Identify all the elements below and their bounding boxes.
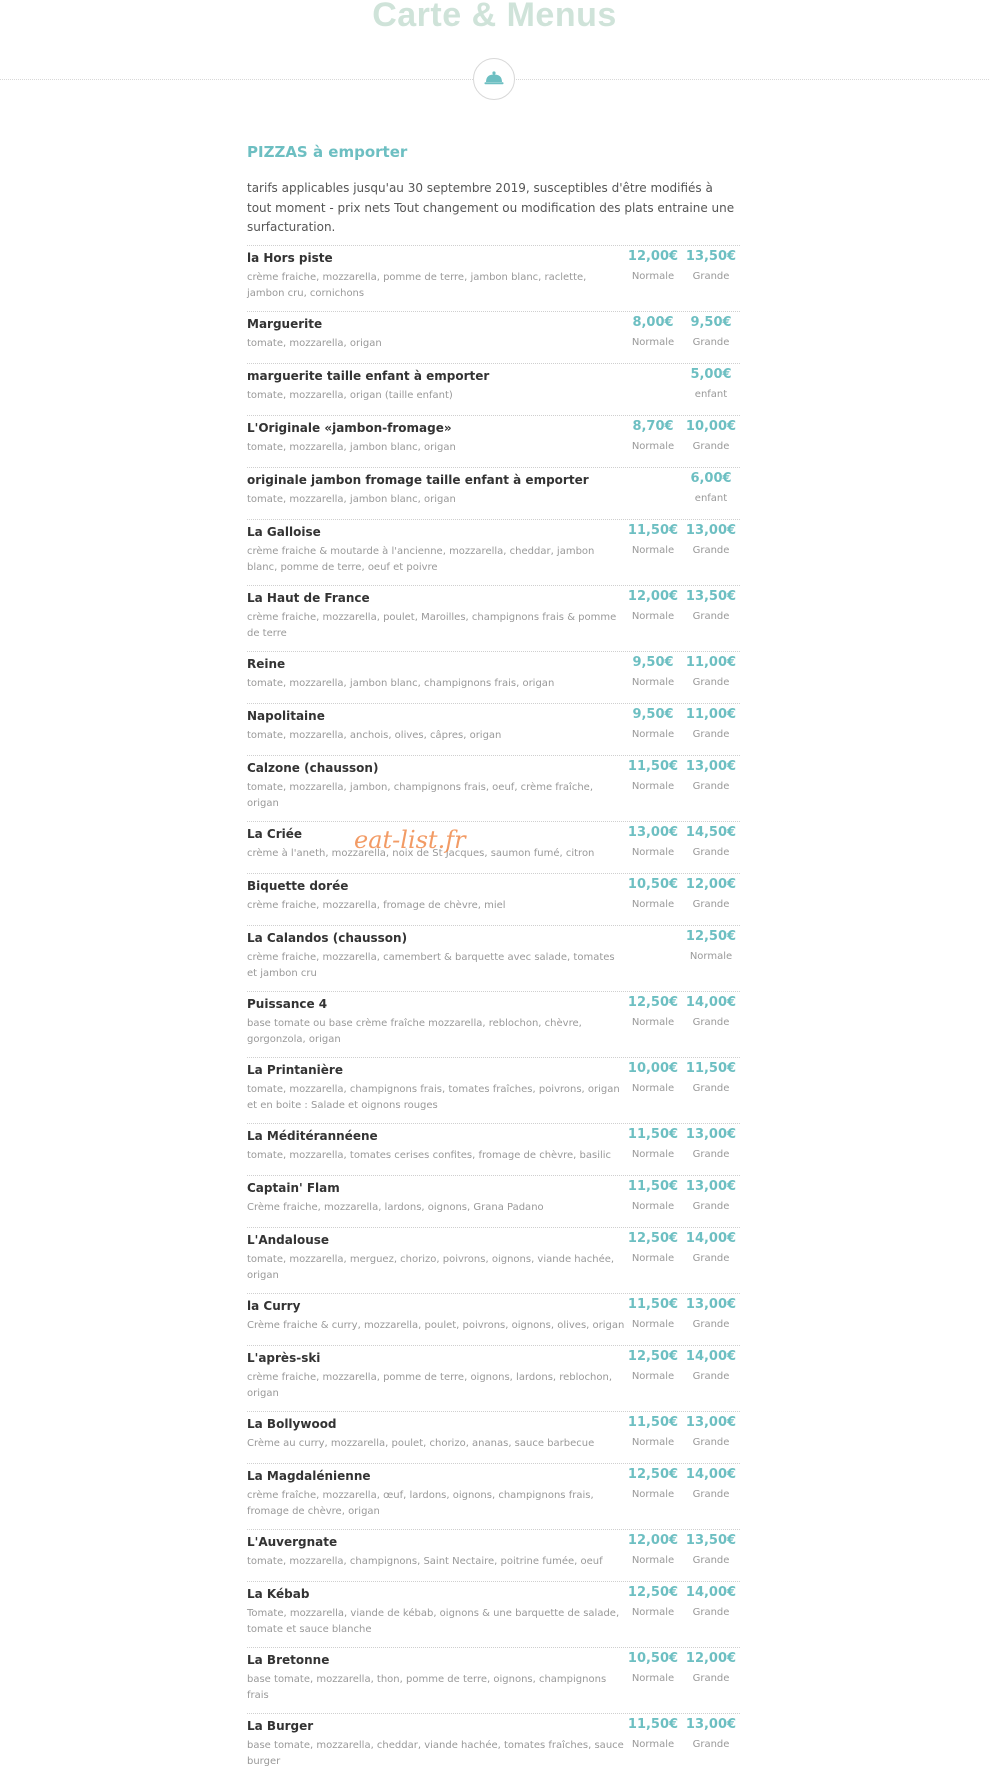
menu-item bbox=[247, 1123, 740, 1175]
item-name: La Bollywood bbox=[247, 1417, 337, 1431]
menu-items bbox=[247, 245, 740, 1777]
item-description: tomate, mozzarella, merguez, chorizo, poivrons, oignons, viande hachée, origan bbox=[247, 1254, 615, 1281]
item-size: Grande bbox=[692, 1017, 730, 1028]
item-size: Grande bbox=[692, 1673, 730, 1684]
item-price: 14,00€ bbox=[685, 1349, 737, 1364]
item-description: tomate, mozzarella, jambon blanc, origan bbox=[247, 494, 456, 505]
item-price: 13,00€ bbox=[685, 1415, 737, 1430]
item-size: enfant bbox=[694, 389, 728, 400]
item-size: Grande bbox=[692, 847, 730, 858]
section-note: tarifs applicables jusqu'au 30 septembre 2019, susceptibles d'être modifiés à tout moment - prix nets Tout changement ou modification des plats entraine une surfacturation. bbox=[247, 181, 735, 234]
price-option bbox=[624, 522, 682, 558]
item-size: Normale bbox=[631, 611, 675, 622]
item-name: la Hors piste bbox=[247, 251, 333, 265]
item-name: L'après-ski bbox=[247, 1351, 321, 1365]
menu-item bbox=[247, 1463, 740, 1529]
item-description: tomate, mozzarella, champignons frais, tomates fraîches, poivrons, origan et en boite : Salade et oignons rouges bbox=[247, 1084, 620, 1111]
item-name: Biquette dorée bbox=[247, 879, 349, 893]
price-option bbox=[682, 1230, 740, 1266]
item-price: 11,00€ bbox=[685, 707, 737, 722]
item-size: Grande bbox=[692, 1083, 730, 1094]
menu-item bbox=[247, 1411, 740, 1463]
item-size: Grande bbox=[692, 1201, 730, 1212]
item-size: Normale bbox=[631, 1083, 675, 1094]
price-option bbox=[682, 1716, 740, 1752]
item-description: tomate, mozzarella, champignons, Saint Nectaire, poitrine fumée, oeuf bbox=[247, 1556, 603, 1567]
item-size: Normale bbox=[631, 1437, 675, 1448]
item-price: 14,00€ bbox=[685, 995, 737, 1010]
item-size: Normale bbox=[631, 677, 675, 688]
item-name: Napolitaine bbox=[247, 709, 325, 723]
item-price: 12,00€ bbox=[685, 1651, 737, 1666]
item-price: 12,00€ bbox=[685, 877, 737, 892]
item-price: 11,50€ bbox=[627, 1127, 679, 1142]
menu-item bbox=[247, 415, 740, 467]
item-price: 11,50€ bbox=[627, 1415, 679, 1430]
price-option bbox=[624, 1178, 682, 1214]
item-size: Grande bbox=[692, 781, 730, 792]
item-size: Grande bbox=[692, 337, 730, 348]
item-name: la Curry bbox=[247, 1299, 301, 1313]
price-option bbox=[624, 418, 682, 454]
item-size: Normale bbox=[631, 1739, 675, 1750]
item-size: Normale bbox=[631, 441, 675, 452]
menu-item bbox=[247, 1713, 740, 1777]
price-option bbox=[624, 1296, 682, 1332]
item-size: Grande bbox=[692, 729, 730, 740]
item-size: Normale bbox=[631, 1673, 675, 1684]
page-title: Carte & Menus bbox=[372, 0, 617, 34]
item-name: marguerite taille enfant à emporter bbox=[247, 369, 490, 383]
item-price: 13,00€ bbox=[685, 1297, 737, 1312]
item-size: Grande bbox=[692, 1253, 730, 1264]
menu-item bbox=[247, 925, 740, 991]
price-option bbox=[624, 706, 682, 742]
menu-item bbox=[247, 363, 740, 415]
item-description: crème fraiche, mozzarella, pomme de terre, jambon blanc, raclette, jambon cru, cornichons bbox=[247, 272, 587, 299]
item-size: Grande bbox=[692, 899, 730, 910]
item-size: Grande bbox=[692, 1555, 730, 1566]
item-size: Grande bbox=[692, 1371, 730, 1382]
price-option bbox=[682, 1126, 740, 1162]
item-price: 9,50€ bbox=[632, 707, 674, 722]
menu-item bbox=[247, 873, 740, 925]
item-size: Grande bbox=[692, 1739, 730, 1750]
item-size: Grande bbox=[692, 271, 730, 282]
item-size: Grande bbox=[692, 611, 730, 622]
menu-item bbox=[247, 703, 740, 755]
item-size: Normale bbox=[631, 729, 675, 740]
item-description: tomate, mozzarella, origan bbox=[247, 338, 382, 349]
price-option bbox=[624, 1126, 682, 1162]
item-name: La Burger bbox=[247, 1719, 314, 1733]
menu-item bbox=[247, 1345, 740, 1411]
item-description: Crème fraiche & curry, mozzarella, poulet, poivrons, oignons, olives, origan bbox=[247, 1320, 625, 1331]
item-price: 11,50€ bbox=[627, 1717, 679, 1732]
item-price: 9,50€ bbox=[690, 315, 732, 330]
item-size: Normale bbox=[631, 1201, 675, 1212]
item-price: 10,00€ bbox=[627, 1061, 679, 1076]
item-description: base tomate, mozzarella, cheddar, viande hachée, tomates fraîches, sauce burger bbox=[247, 1740, 624, 1767]
item-price: 9,50€ bbox=[632, 655, 674, 670]
item-price: 13,50€ bbox=[685, 589, 737, 604]
item-name: Puissance 4 bbox=[247, 997, 328, 1011]
item-description: crème fraiche, mozzarella, camembert & barquette avec salade, tomates et jambon cru bbox=[247, 952, 615, 979]
item-size: Grande bbox=[692, 1607, 730, 1618]
price-option bbox=[682, 654, 740, 690]
item-description: Tomate, mozzarella, viande de kébab, oignons & une barquette de salade, tomate et sauce blanche bbox=[247, 1608, 620, 1635]
item-price: 12,50€ bbox=[627, 1467, 679, 1482]
item-price: 12,50€ bbox=[627, 995, 679, 1010]
item-price: 8,00€ bbox=[632, 315, 674, 330]
item-size: Normale bbox=[631, 1253, 675, 1264]
item-price: 10,00€ bbox=[685, 419, 737, 434]
item-description: tomate, mozzarella, anchois, olives, câpres, origan bbox=[247, 730, 502, 741]
menu-item bbox=[247, 467, 740, 519]
price-option bbox=[624, 654, 682, 690]
price-option bbox=[682, 1650, 740, 1686]
item-description: crème fraîche, mozzarella, œuf, lardons, oignons, champignons frais, fromage de chèvre, origan bbox=[247, 1490, 594, 1517]
item-price: 13,00€ bbox=[685, 759, 737, 774]
price-option bbox=[682, 824, 740, 860]
price-option bbox=[624, 314, 682, 350]
item-name: Marguerite bbox=[247, 317, 323, 331]
item-size: Grande bbox=[692, 1437, 730, 1448]
item-size: enfant bbox=[694, 493, 728, 504]
item-price: 13,00€ bbox=[685, 1179, 737, 1194]
item-name: La Magdalénienne bbox=[247, 1469, 371, 1483]
price-option bbox=[624, 876, 682, 912]
menu-item bbox=[247, 1529, 740, 1581]
menu-item bbox=[247, 651, 740, 703]
price-option bbox=[682, 758, 740, 794]
menu-item bbox=[247, 1293, 740, 1345]
price-option bbox=[624, 758, 682, 794]
item-size: Normale bbox=[631, 271, 675, 282]
item-size: Normale bbox=[631, 781, 675, 792]
menu-item bbox=[247, 1227, 740, 1293]
menu-item bbox=[247, 311, 740, 363]
menu-item bbox=[247, 519, 740, 585]
item-price: 13,50€ bbox=[685, 249, 737, 264]
section-title: PIZZAS à emporter bbox=[247, 143, 408, 161]
price-option bbox=[624, 1060, 682, 1096]
item-size: Normale bbox=[631, 337, 675, 348]
item-size: Grande bbox=[692, 677, 730, 688]
item-price: 11,50€ bbox=[627, 1297, 679, 1312]
item-size: Normale bbox=[631, 1607, 675, 1618]
item-name: originale jambon fromage taille enfant à emporter bbox=[247, 473, 589, 487]
menu-item bbox=[247, 1647, 740, 1713]
price-option bbox=[624, 1716, 682, 1752]
price-option bbox=[682, 314, 740, 350]
item-price: 13,00€ bbox=[685, 1717, 737, 1732]
price-option bbox=[682, 366, 740, 402]
item-description: tomate, mozzarella, jambon blanc, origan bbox=[247, 442, 456, 453]
item-name: La Méditérannéene bbox=[247, 1129, 378, 1143]
item-price: 10,50€ bbox=[627, 877, 679, 892]
item-name: La Criée bbox=[247, 827, 303, 841]
price-option bbox=[624, 824, 682, 860]
item-size: Normale bbox=[689, 951, 733, 962]
item-description: Crème au curry, mozzarella, poulet, chorizo, ananas, sauce barbecue bbox=[247, 1438, 595, 1449]
item-price: 13,00€ bbox=[627, 825, 679, 840]
item-size: Normale bbox=[631, 899, 675, 910]
item-description: base tomate, mozzarella, thon, pomme de terre, oignons, champignons frais bbox=[247, 1674, 607, 1701]
item-description: tomate, mozzarella, tomates cerises confites, fromage de chèvre, basilic bbox=[247, 1150, 612, 1161]
item-price: 12,00€ bbox=[627, 589, 679, 604]
price-option bbox=[624, 1230, 682, 1266]
item-size: Grande bbox=[692, 545, 730, 556]
item-price: 14,00€ bbox=[685, 1585, 737, 1600]
item-price: 14,00€ bbox=[685, 1231, 737, 1246]
item-price: 12,00€ bbox=[627, 249, 679, 264]
watermark: eat-list.fr bbox=[354, 826, 466, 854]
cloche-icon bbox=[484, 70, 504, 89]
item-price: 12,50€ bbox=[627, 1349, 679, 1364]
price-option bbox=[624, 1466, 682, 1502]
item-size: Normale bbox=[631, 1149, 675, 1160]
item-description: crème fraiche & moutarde à l'ancienne, mozzarella, cheddar, jambon blanc, pomme de terre, oeuf et poivre bbox=[247, 546, 595, 573]
item-size: Normale bbox=[631, 545, 675, 556]
item-size: Normale bbox=[631, 1489, 675, 1500]
item-size: Normale bbox=[631, 1017, 675, 1028]
item-price: 14,50€ bbox=[685, 825, 737, 840]
price-option bbox=[682, 1060, 740, 1096]
item-price: 11,50€ bbox=[627, 1179, 679, 1194]
menu-item bbox=[247, 585, 740, 651]
price-option bbox=[682, 470, 740, 506]
item-price: 12,50€ bbox=[627, 1585, 679, 1600]
item-description: base tomate ou base crème fraîche mozzarella, reblochon, chèvre, gorgonzola, origan bbox=[247, 1018, 582, 1045]
item-name: La Haut de France bbox=[247, 591, 370, 605]
menu-item bbox=[247, 821, 740, 873]
price-option bbox=[682, 1414, 740, 1450]
price-option bbox=[624, 1650, 682, 1686]
price-option bbox=[624, 1584, 682, 1620]
item-description: tomate, mozzarella, jambon, champignons frais, oeuf, crème fraîche, origan bbox=[247, 782, 593, 809]
menu-item bbox=[247, 245, 740, 311]
menu-item bbox=[247, 991, 740, 1057]
price-option bbox=[682, 876, 740, 912]
menu-item bbox=[247, 755, 740, 821]
menu-item bbox=[247, 1057, 740, 1123]
item-description: tomate, mozzarella, origan (taille enfant) bbox=[247, 390, 453, 401]
item-price: 12,50€ bbox=[627, 1231, 679, 1246]
price-option bbox=[682, 522, 740, 558]
item-size: Normale bbox=[631, 847, 675, 858]
item-size: Normale bbox=[631, 1319, 675, 1330]
item-name: La Calandos (chausson) bbox=[247, 931, 408, 945]
item-name: L'Originale «jambon-fromage» bbox=[247, 421, 452, 435]
item-name: Reine bbox=[247, 657, 286, 671]
price-option bbox=[682, 1466, 740, 1502]
price-option bbox=[624, 588, 682, 624]
item-name: L'Auvergnate bbox=[247, 1535, 338, 1549]
price-option bbox=[682, 1178, 740, 1214]
item-name: La Printanière bbox=[247, 1063, 343, 1077]
price-option bbox=[624, 1414, 682, 1450]
item-size: Grande bbox=[692, 1489, 730, 1500]
item-name: L'Andalouse bbox=[247, 1233, 330, 1247]
item-price: 11,50€ bbox=[685, 1061, 737, 1076]
dish-badge bbox=[473, 58, 515, 100]
menu-section bbox=[247, 130, 740, 1777]
item-price: 11,00€ bbox=[685, 655, 737, 670]
price-option bbox=[682, 994, 740, 1030]
item-name: Calzone (chausson) bbox=[247, 761, 379, 775]
item-description: crème à l'aneth, mozzarella, noix de St Jacques, saumon fumé, citron bbox=[247, 848, 595, 859]
item-description: crème fraiche, mozzarella, poulet, Maroilles, champignons frais & pomme de terre bbox=[247, 612, 617, 639]
item-size: Grande bbox=[692, 1319, 730, 1330]
item-size: Grande bbox=[692, 441, 730, 452]
price-option bbox=[682, 248, 740, 284]
item-price: 13,00€ bbox=[685, 523, 737, 538]
item-price: 5,00€ bbox=[690, 367, 732, 382]
price-option bbox=[682, 1532, 740, 1568]
item-name: Captain' Flam bbox=[247, 1181, 340, 1195]
item-price: 13,50€ bbox=[685, 1533, 737, 1548]
item-size: Grande bbox=[692, 1149, 730, 1160]
price-option bbox=[682, 418, 740, 454]
price-option bbox=[624, 1348, 682, 1384]
price-option bbox=[624, 994, 682, 1030]
item-size: Normale bbox=[631, 1555, 675, 1566]
price-option bbox=[682, 1296, 740, 1332]
item-price: 11,50€ bbox=[627, 759, 679, 774]
item-price: 12,00€ bbox=[627, 1533, 679, 1548]
price-option bbox=[682, 588, 740, 624]
item-price: 12,50€ bbox=[685, 929, 737, 944]
item-size: Normale bbox=[631, 1371, 675, 1382]
item-description: crème fraiche, mozzarella, fromage de chèvre, miel bbox=[247, 900, 506, 911]
item-description: crème fraiche, mozzarella, pomme de terre, oignons, lardons, reblochon, origan bbox=[247, 1372, 613, 1399]
item-name: La Galloise bbox=[247, 525, 321, 539]
price-option bbox=[624, 1532, 682, 1568]
item-price: 14,00€ bbox=[685, 1467, 737, 1482]
item-price: 11,50€ bbox=[627, 523, 679, 538]
item-name: La Kébab bbox=[247, 1587, 310, 1601]
item-description: Crème fraiche, mozzarella, lardons, oignons, Grana Padano bbox=[247, 1202, 544, 1213]
item-price: 6,00€ bbox=[690, 471, 732, 486]
menu-item bbox=[247, 1581, 740, 1647]
item-price: 13,00€ bbox=[685, 1127, 737, 1142]
item-name: La Bretonne bbox=[247, 1653, 330, 1667]
item-description: tomate, mozzarella, jambon blanc, champignons frais, origan bbox=[247, 678, 555, 689]
item-price: 10,50€ bbox=[627, 1651, 679, 1666]
price-option bbox=[682, 706, 740, 742]
menu-item bbox=[247, 1175, 740, 1227]
price-option bbox=[682, 1348, 740, 1384]
item-price: 8,70€ bbox=[632, 419, 674, 434]
price-option bbox=[682, 1584, 740, 1620]
price-option bbox=[682, 928, 740, 964]
price-option bbox=[624, 248, 682, 284]
